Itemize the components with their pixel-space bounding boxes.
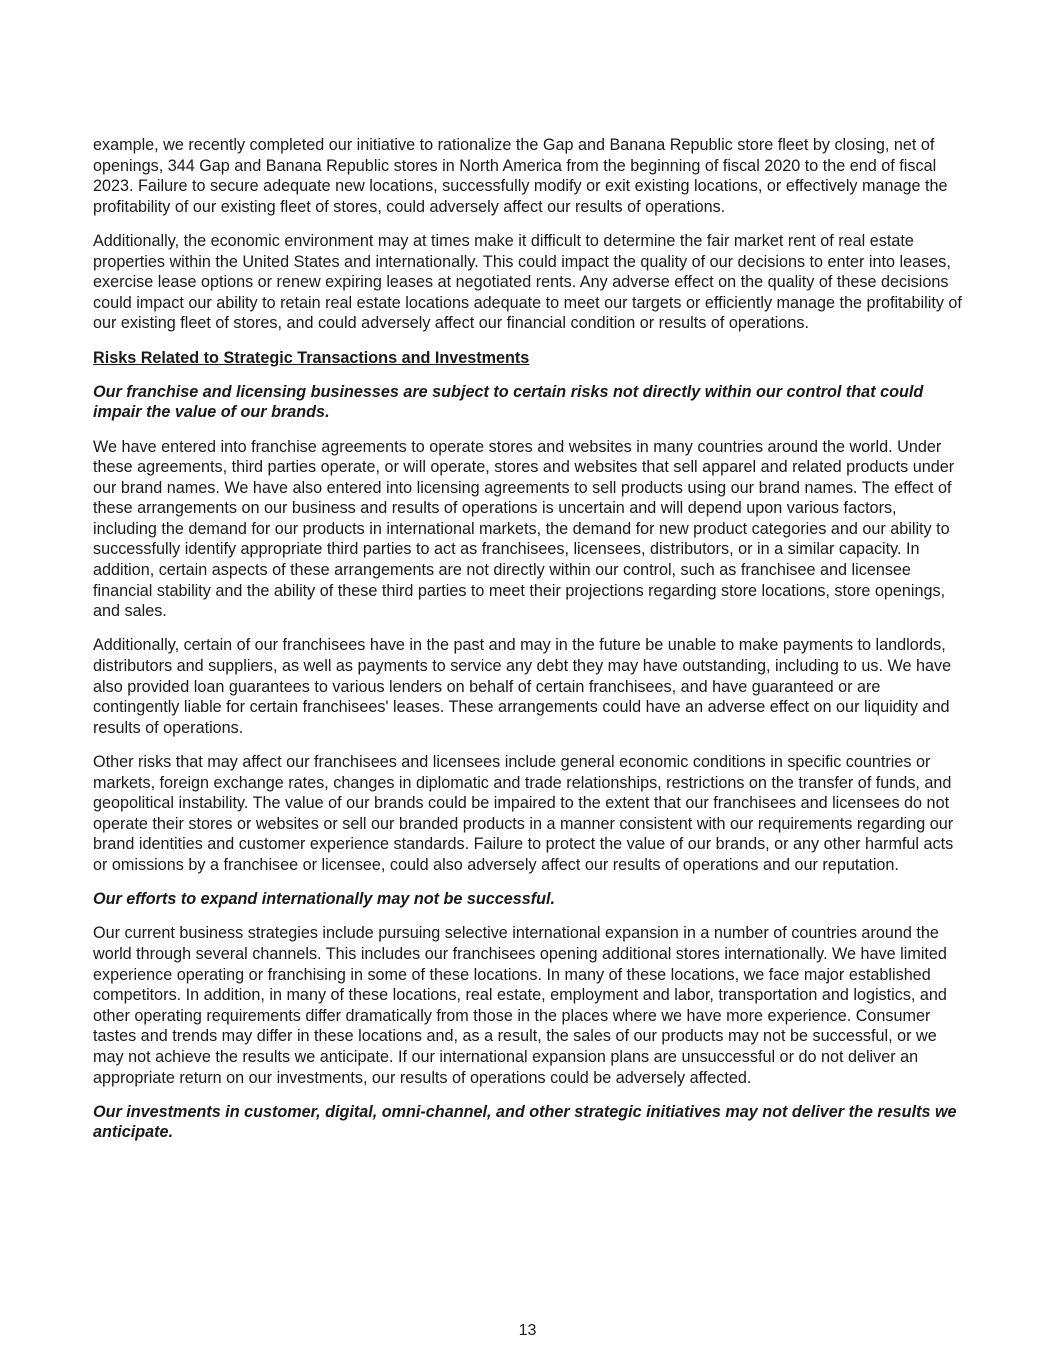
risk-heading-strategic-initiatives: Our investments in customer, digital, omni-channel, and other strategic initiatives may not deliver the results we anticipate.	[93, 1102, 957, 1142]
page-number: 13	[518, 1322, 537, 1339]
document-body	[93, 135, 963, 1156]
paragraph-market-rent: Additionally, the economic environment may at times make it difficult to determine the fair market rent of real estate properties within the United States and internationally. This could impact the quality of our decisions to enter into leases, exercise lease options or renew expiring leases at negotiated rents. Any adverse effect on the quality of these decisions could impact our ability to retain real estate locations adequate to meet our targets or efficiently manage the profitability of our existing fleet of stores, and could adversely affect our financial condition or results of operations.	[93, 231, 962, 333]
paragraph-store-fleet: example, we recently completed our initiative to rationalize the Gap and Banana Republic store fleet by closing, net of openings, 344 Gap and Banana Republic stores in North America from the beginning of fiscal 2020 to the end of fiscal 2023. Failure to secure adequate new locations, successfully modify or exit existing locations, or effectively manage the profitability of our existing fleet of stores, could adversely affect our results of operations.	[93, 136, 948, 216]
section-heading-strategic-transactions: Risks Related to Strategic Transactions and Investments	[93, 348, 530, 367]
paragraph-franchise-agreements: We have entered into franchise agreements to operate stores and websites in many countries around the world. Under these agreements, third parties operate, or will operate, stores and websites that sell apparel and related products under our brand names. We have also entered into licensing agreements to sell products using our brand names. The effect of these arrangements on our business and results of operations is uncertain and will depend upon various factors, including the demand for our products in international markets, the demand for new product categories and our ability to successfully identify appropriate third parties to act as franchisees, licensees, distributors, or in a similar capacity. In addition, certain aspects of these arrangements are not directly within our control, such as franchisee and licensee financial stability and the ability of these third parties to meet their projections regarding store locations, store openings, and sales.	[93, 437, 955, 621]
paragraph-international-strategy: Our current business strategies include pursuing selective international expansion in a number of countries around the world through several channels. This includes our franchisees opening additional stores internationally. We have limited experience operating or franchising in some of these locations. In many of these locations, we face major established competitors. In addition, in many of these locations, real estate, employment and labor, transportation and logistics, and other operating requirements differ dramatically from those in the places where we have more experience. Consumer tastes and trends may differ in these locations and, as a result, the sales of our products may not be successful, or we may not achieve the results we anticipate. If our international expansion plans are unsuccessful or do not deliver an appropriate return on our investments, our results of operations could be adversely affected.	[93, 924, 947, 1087]
paragraph-franchisee-payments: Additionally, certain of our franchisees have in the past and may in the future be unable to make payments to landlords, distributors and suppliers, as well as payments to service any debt they may have outstanding, including to us. We have also provided loan guarantees to various lenders on behalf of certain franchisees, and have guaranteed or are contingently liable for certain franchisees' leases. These arrangements could have an adverse effect on our liquidity and results of operations.	[93, 636, 952, 737]
risk-heading-franchise-licensing: Our franchise and licensing businesses are subject to certain risks not directly within our control that could impair the value of our brands.	[93, 382, 924, 422]
risk-heading-international-expansion: Our efforts to expand internationally may not be successful.	[93, 890, 556, 909]
paragraph-franchisee-risks: Other risks that may affect our franchisees and licensees include general economic conditions in specific countries or markets, foreign exchange rates, changes in diplomatic and trade relationships, restrictions on the transfer of funds, and geopolitical instability. The value of our brands could be impaired to the extent that our franchisees and licensees do not operate their stores or websites or sell our branded products in a manner consistent with our requirements regarding our brand identities and customer experience standards. Failure to protect the value of our brands, or any other harmful acts or omissions by a franchisee or licensee, could also adversely affect our results of operations and our reputation.	[93, 753, 954, 874]
